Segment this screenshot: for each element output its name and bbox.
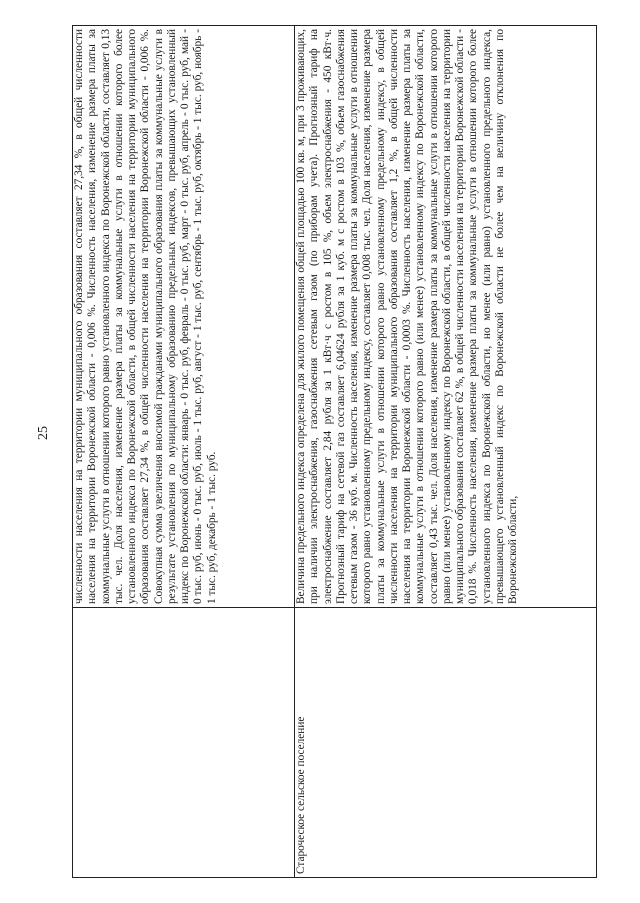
- description-cell: Величина предельного индекса определена для жилого помещения общей площадью 100 кв. м, при 3 проживающих, при наличии электроснабжения, газоснабжения сетевым газом (по приборам учета). Прогнозный тариф на электроснабжение составляет 2,84 рубля за 1 кВт·ч с ростом в 105 %, объем электроснабжения - 450 кВт·ч. Прогнозный тариф на сетевой газ составляет 6,04624 рубля за 1 куб. м с ростом в 103 %, объем газоснабжения сетевым газом - 36 куб. м. Численность населения, изменение размера платы за коммунальные услуги в отношении которого равно установленному предельному индексу, составляет 0,008 тыс. чел. Доля населения, изменение размера платы за коммунальные услуги в отношении которого равно установленному предельному индексу, в общей численности населения на территории муниципального образования составляет 1,2 %, в общей численности населения на территории Воронежской области - 0,0003 %. Численность населения, изменение размера платы за коммунальные услуги в отношении которого равно (или менее) установленному индексу по Воронежской области, составляет 0,43 тыс. чел. Доля населения, изменение размера платы за коммунальные услуги в отношении которого равно (или менее) установленному индексу по Воронежской области, в общей численности населения на территории муниципального образования составляет 62 %, в общей численности населения на территории Воронежской области - 0,018 %. Численность населения, изменение размера платы за коммунальные услуги в отношении которого более установленного индекса по Воронежской области, но менее (или равно) установленного предельного индекса, превышающего установленный индекс по Воронежской области не более чем на величину отклонения по Воронежской области,: [295, 26, 597, 608]
- table-row: [73, 26, 295, 878]
- document-table: [72, 25, 597, 878]
- description-cell: численности населения на территории муниципального образования составляет 27,34 %, в общей численности населения на территории Воронежской области - 0,006 %. Численность населения, изменение размера платы за коммунальные услуги в отношении которого равно установленного индекса по Воронежской области, составляет 0,13 тыс. чел. Доля населения, изменение размера платы за коммунальные услуги в отношении которого более установленного индекса по Воронежской области, в общей численности населения на территории муниципального образования составляет 27,34 %, в общей численности населения на территории Воронежской области - 0,006 %. Совокупная сумма увеличения вносимой гражданами муниципального образования платы за коммунальные услуги в результате установления по муниципальному образованию предельных индексов, превышающих установленный индекс по Воронежской области: январь - 0 тыс. руб, февраль - 0 тыс. руб, март - 0 тыс. руб, апрель - 0 тыс. руб, май - 0 тыс. руб, июнь - 0 тыс. руб, июль - 1 тыс. руб, август - 1 тыс. руб, сентябрь - 1 тыс. руб, октябрь - 1 тыс. руб, ноябрь - 1 тыс. руб, декабрь - 1 тыс. руб.: [73, 26, 295, 608]
- municipality-name-cell: Староческое сельское поселение: [295, 608, 597, 878]
- municipality-name-cell: [73, 608, 295, 878]
- table-row: [295, 26, 597, 878]
- document-table-wrapper: [72, 26, 596, 878]
- page-number: 25: [36, 426, 51, 440]
